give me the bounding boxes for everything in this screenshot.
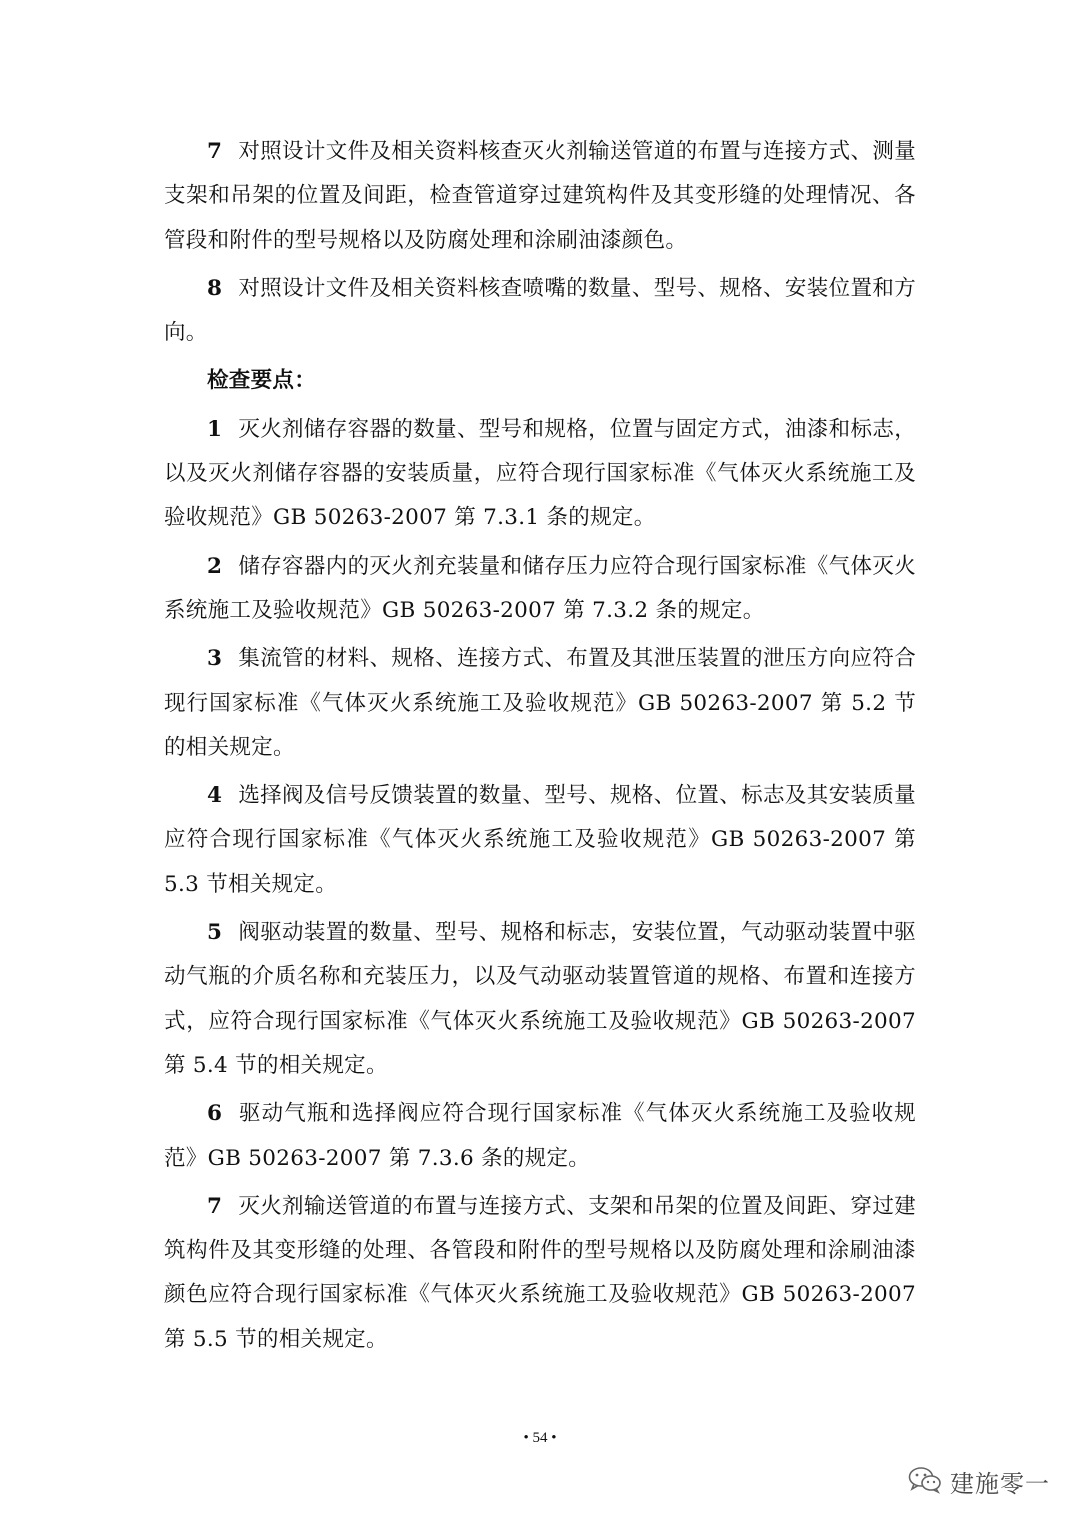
paragraph-number: 7 [207, 139, 223, 164]
item-text: 灭火剂储存容器的数量、型号和规格，位置与固定方式，油漆和标志，以及灭火剂储存容器的安装质量，应符合现行国家标准《气体灭火系统施工及验收规范》GB 50263-2007 第 7.3.1 条的规定。 [164, 416, 916, 531]
check-item-7 [164, 1185, 916, 1362]
item-number: 5 [207, 920, 223, 946]
page-content [164, 130, 916, 1362]
check-item-6 [164, 1092, 916, 1181]
item-number: 4 [207, 783, 223, 809]
wechat-icon [908, 1466, 942, 1498]
watermark-text: 建施零一 [950, 1470, 1050, 1498]
check-item-1 [164, 408, 916, 541]
item-number: 7 [207, 1193, 223, 1219]
item-number: 3 [207, 646, 223, 672]
item-text: 阀驱动装置的数量、型号、规格和标志，安装位置，气动驱动装置中驱动气瓶的介质名称和充装压力，以及气动驱动装置管道的规格、布置和连接方式，应符合现行国家标准《气体灭火系统施工及验收规范》GB 50263-2007 第 5.4 节的相关规定。 [164, 920, 916, 1078]
item-text: 驱动气瓶和选择阀应符合现行国家标准《气体灭火系统施工及验收规范》GB 50263-2007 第 7.3.6 条的规定。 [164, 1101, 916, 1171]
check-item-4 [164, 774, 916, 907]
check-item-5 [164, 911, 916, 1088]
paragraph-text: 对照设计文件及相关资料核查喷嘴的数量、型号、规格、安装位置和方向。 [164, 275, 916, 346]
paragraph-7 [164, 130, 916, 263]
item-text: 灭火剂输送管道的布置与连接方式、支架和吊架的位置及间距、穿过建筑构件及其变形缝的处理、各管段和附件的型号规格以及防腐处理和涂刷油漆颜色应符合现行国家标准《气体灭火系统施工及验收规范》GB 50263-2007 第 5.5 节的相关规定。 [164, 1193, 916, 1352]
item-text: 集流管的材料、规格、连接方式、布置及其泄压装置的泄压方向应符合现行国家标准《气体灭火系统施工及验收规范》GB 50263-2007 第 5.2 节的相关规定。 [164, 646, 916, 760]
paragraph-number: 8 [207, 275, 223, 301]
item-text: 选择阀及信号反馈装置的数量、型号、规格、位置、标志及其安装质量应符合现行国家标准《气体灭火系统施工及验收规范》GB 50263-2007 第 5.3 节相关规定。 [164, 783, 916, 897]
paragraph-8 [164, 267, 916, 356]
watermark [908, 1464, 1050, 1499]
item-number: 2 [207, 553, 223, 579]
check-item-3 [164, 637, 916, 770]
item-text: 储存容器内的灭火剂充装量和储存压力应符合现行国家标准《气体灭火系统施工及验收规范》GB 50263-2007 第 7.3.2 条的规定。 [164, 553, 916, 623]
item-number: 1 [207, 416, 223, 442]
section-heading: 检查要点： [207, 368, 317, 394]
check-item-2 [164, 545, 916, 634]
paragraph-text: 对照设计文件及相关资料核查灭火剂输送管道的布置与连接方式、测量支架和吊架的位置及间距，检查管道穿过建筑构件及其变形缝的处理情况、各管段和附件的型号规格以及防腐处理和涂刷油漆颜色。 [164, 139, 916, 253]
page-number: • 54 • [523, 1430, 557, 1446]
item-number: 6 [207, 1101, 223, 1127]
